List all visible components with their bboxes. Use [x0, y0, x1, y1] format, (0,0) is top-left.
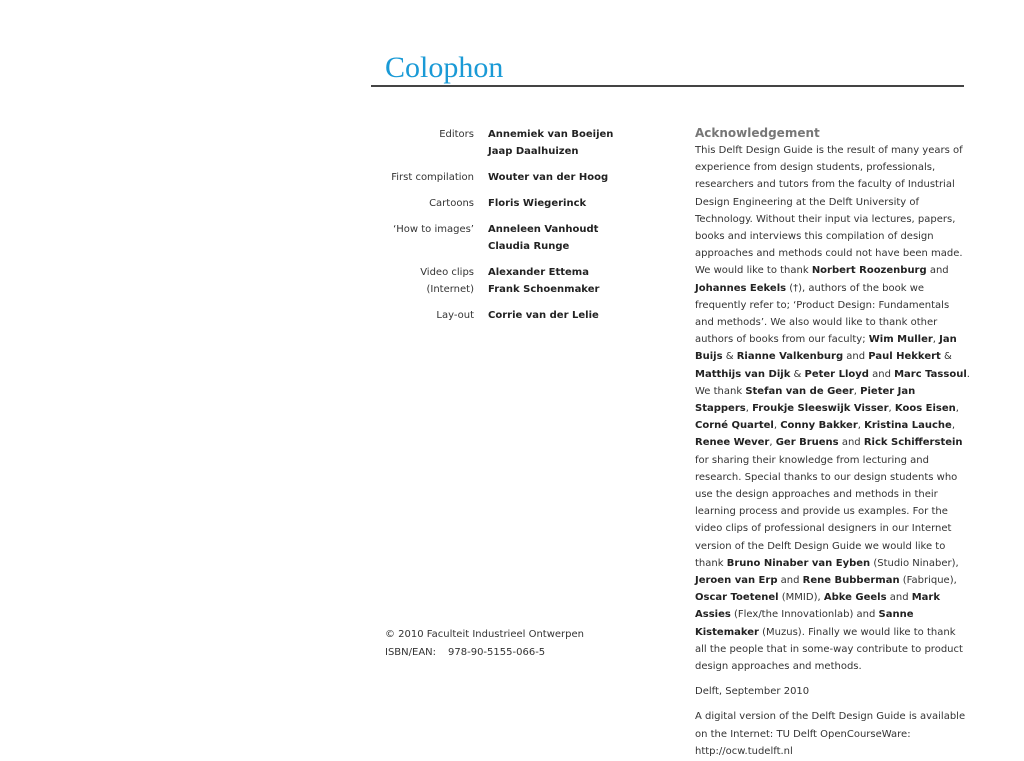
page-title: Colophon: [385, 51, 504, 84]
acknowledgement-text: and: [838, 437, 864, 449]
acknowledged-name: Pieter Jan Stappers: [695, 385, 916, 415]
acknowledgement-text: and: [886, 592, 912, 604]
acknowledgement-text: and: [777, 575, 803, 587]
acknowledged-name: Jan Buijs: [695, 334, 957, 363]
acknowledgement-text: ,: [857, 420, 865, 432]
acknowledgement-text: (Fabrique),: [899, 575, 957, 587]
acknowledged-name: Bruno Ninaber van Eyben: [726, 557, 871, 569]
acknowledgement-text: ,: [932, 334, 940, 346]
acknowledged-name: Corné Quartel: [695, 420, 774, 432]
acknowledged-name: Sanne Kistemaker: [695, 609, 914, 638]
acknowledgement-text: and: [843, 351, 869, 363]
credit-name: Anneleen Vanhoudt: [488, 223, 599, 235]
acknowledgement-text: (Flex/the Innovationlab) and: [730, 609, 879, 621]
acknowledgement-text: ,: [745, 403, 753, 415]
digital-version-note: A digital version of the Delft Design Guide is available on the Internet: TU Delft OpenCourseWare: http://ocw.tudelft.nl: [695, 711, 966, 758]
acknowledged-name: Matthijs van Dijk: [695, 368, 791, 380]
acknowledgement-body: [695, 142, 970, 675]
isbn-label: ISBN/EAN:: [385, 646, 437, 658]
acknowledged-name: Norbert Roozenburg: [811, 265, 927, 277]
acknowledged-name: Jeroen van Erp: [695, 575, 778, 587]
acknowledged-name: Paul Hekkert: [868, 351, 941, 363]
credit-name: Floris Wiegerinck: [488, 197, 587, 209]
credit-name: Claudia Runge: [488, 240, 570, 252]
credit-label: First compilation: [391, 172, 474, 184]
acknowledged-name: Froukje Sleeswijk Visser: [752, 403, 889, 415]
credit-name: Corrie van der Lelie: [488, 309, 599, 321]
acknowledged-name: Mark Assies: [695, 592, 940, 621]
acknowledgement-text: ,: [853, 385, 861, 397]
acknowledged-name: Renee Wever: [695, 437, 770, 449]
acknowledged-name: Wim Muller: [868, 334, 933, 346]
acknowledged-name: Koos Eisen: [894, 403, 956, 415]
acknowledgement-text: &: [940, 351, 952, 363]
acknowledged-name: Oscar Toetenel: [695, 592, 779, 604]
acknowledged-name: Peter Lloyd: [804, 368, 869, 380]
acknowledgement-text: This Delft Design Guide is the result of many years of experience from design students, professionals, researchers and tutors from the faculty of Industrial Design Engineering at the Delft University of Technology. Without their input via lectures, papers, books and interviews this compilation of design approaches and methods could not have been made. We would like to thank: [695, 145, 963, 277]
acknowledgement-section: [695, 125, 970, 761]
acknowledged-name: Stefan van de Geer: [745, 385, 854, 397]
acknowledgement-text: &: [722, 351, 737, 363]
credit-label: Lay-out: [436, 309, 474, 321]
acknowledgement-text: . We thank: [695, 368, 970, 397]
copyright-text: © 2010 Faculteit Industrieel Ontwerpen: [385, 629, 584, 640]
acknowledgement-text: &: [790, 368, 805, 380]
credit-row-first-compilation: [380, 169, 613, 186]
credit-row-editors: [380, 126, 613, 161]
credit-label: Video clips (Internet): [420, 266, 474, 295]
credit-label: Cartoons: [429, 197, 474, 209]
publication-info: [385, 626, 584, 661]
acknowledged-name: Kristina Lauche: [864, 420, 952, 432]
acknowledgement-text: and: [868, 368, 895, 380]
acknowledged-name: Abke Geels: [823, 592, 887, 604]
acknowledged-name: Rianne Valkenburg: [736, 351, 844, 363]
acknowledgement-heading: Acknowledgement: [695, 126, 820, 140]
acknowledgement-date: Delft, September 2010: [695, 686, 810, 698]
acknowledgement-text: ,: [769, 437, 776, 449]
acknowledged-name: Marc Tassoul: [894, 368, 967, 380]
acknowledgement-text: (MMID),: [778, 592, 824, 604]
acknowledgement-text: (†), authors of the book we frequently refer to; ‘Product Design: Fundamentals and methods’. We also would like to thank other authors of books from our faculty;: [695, 282, 950, 346]
acknowledged-name: Conny Bakker: [780, 420, 858, 432]
title-underline-divider: [371, 85, 964, 87]
acknowledgement-text: ,: [773, 420, 781, 432]
acknowledgement-text: for sharing their knowledge from lecturing and research. Special thanks to our design students who use the design approaches and methods in their learning process and provide us examples. For the video clips of professional designers in our Internet version of the Delft Design Guide we would like to thank: [695, 454, 958, 569]
acknowledged-name: Rene Bubberman: [802, 575, 900, 587]
credit-name: Wouter van der Hoog: [488, 172, 609, 184]
acknowledgement-text: (Studio Ninaber),: [870, 557, 959, 569]
credit-name: Frank Schoenmaker: [488, 284, 600, 296]
isbn-line: [385, 644, 584, 662]
credit-name: Annemiek van Boeijen: [488, 129, 614, 140]
acknowledged-name: Ger Bruens: [775, 437, 839, 449]
acknowledgement-text: and: [926, 265, 949, 277]
isbn-value: 978-90-5155-066-5: [448, 646, 546, 658]
credit-name: Alexander Ettema: [488, 266, 589, 278]
acknowledged-name: Johannes Eekels: [695, 282, 787, 294]
acknowledged-name: Rick Schifferstein: [863, 437, 963, 449]
credit-row-video-clips: [380, 264, 613, 299]
credit-label: Editors: [439, 129, 474, 140]
acknowledgement-text: ,: [888, 403, 895, 415]
credit-row-cartoons: [380, 195, 613, 212]
credit-row-how-to-images: [380, 221, 613, 256]
credit-name: Jaap Daalhuizen: [488, 146, 579, 158]
acknowledgement-text: ,: [955, 403, 959, 415]
credit-label: ‘How to images’: [393, 223, 474, 235]
acknowledgement-text: (Muzus). Finally we would like to thank all the people that in some-way contribute to product design approaches and methods.: [695, 626, 963, 673]
credits-list: [380, 126, 613, 333]
acknowledgement-text: ,: [951, 420, 955, 432]
credit-row-layout: [380, 307, 613, 324]
